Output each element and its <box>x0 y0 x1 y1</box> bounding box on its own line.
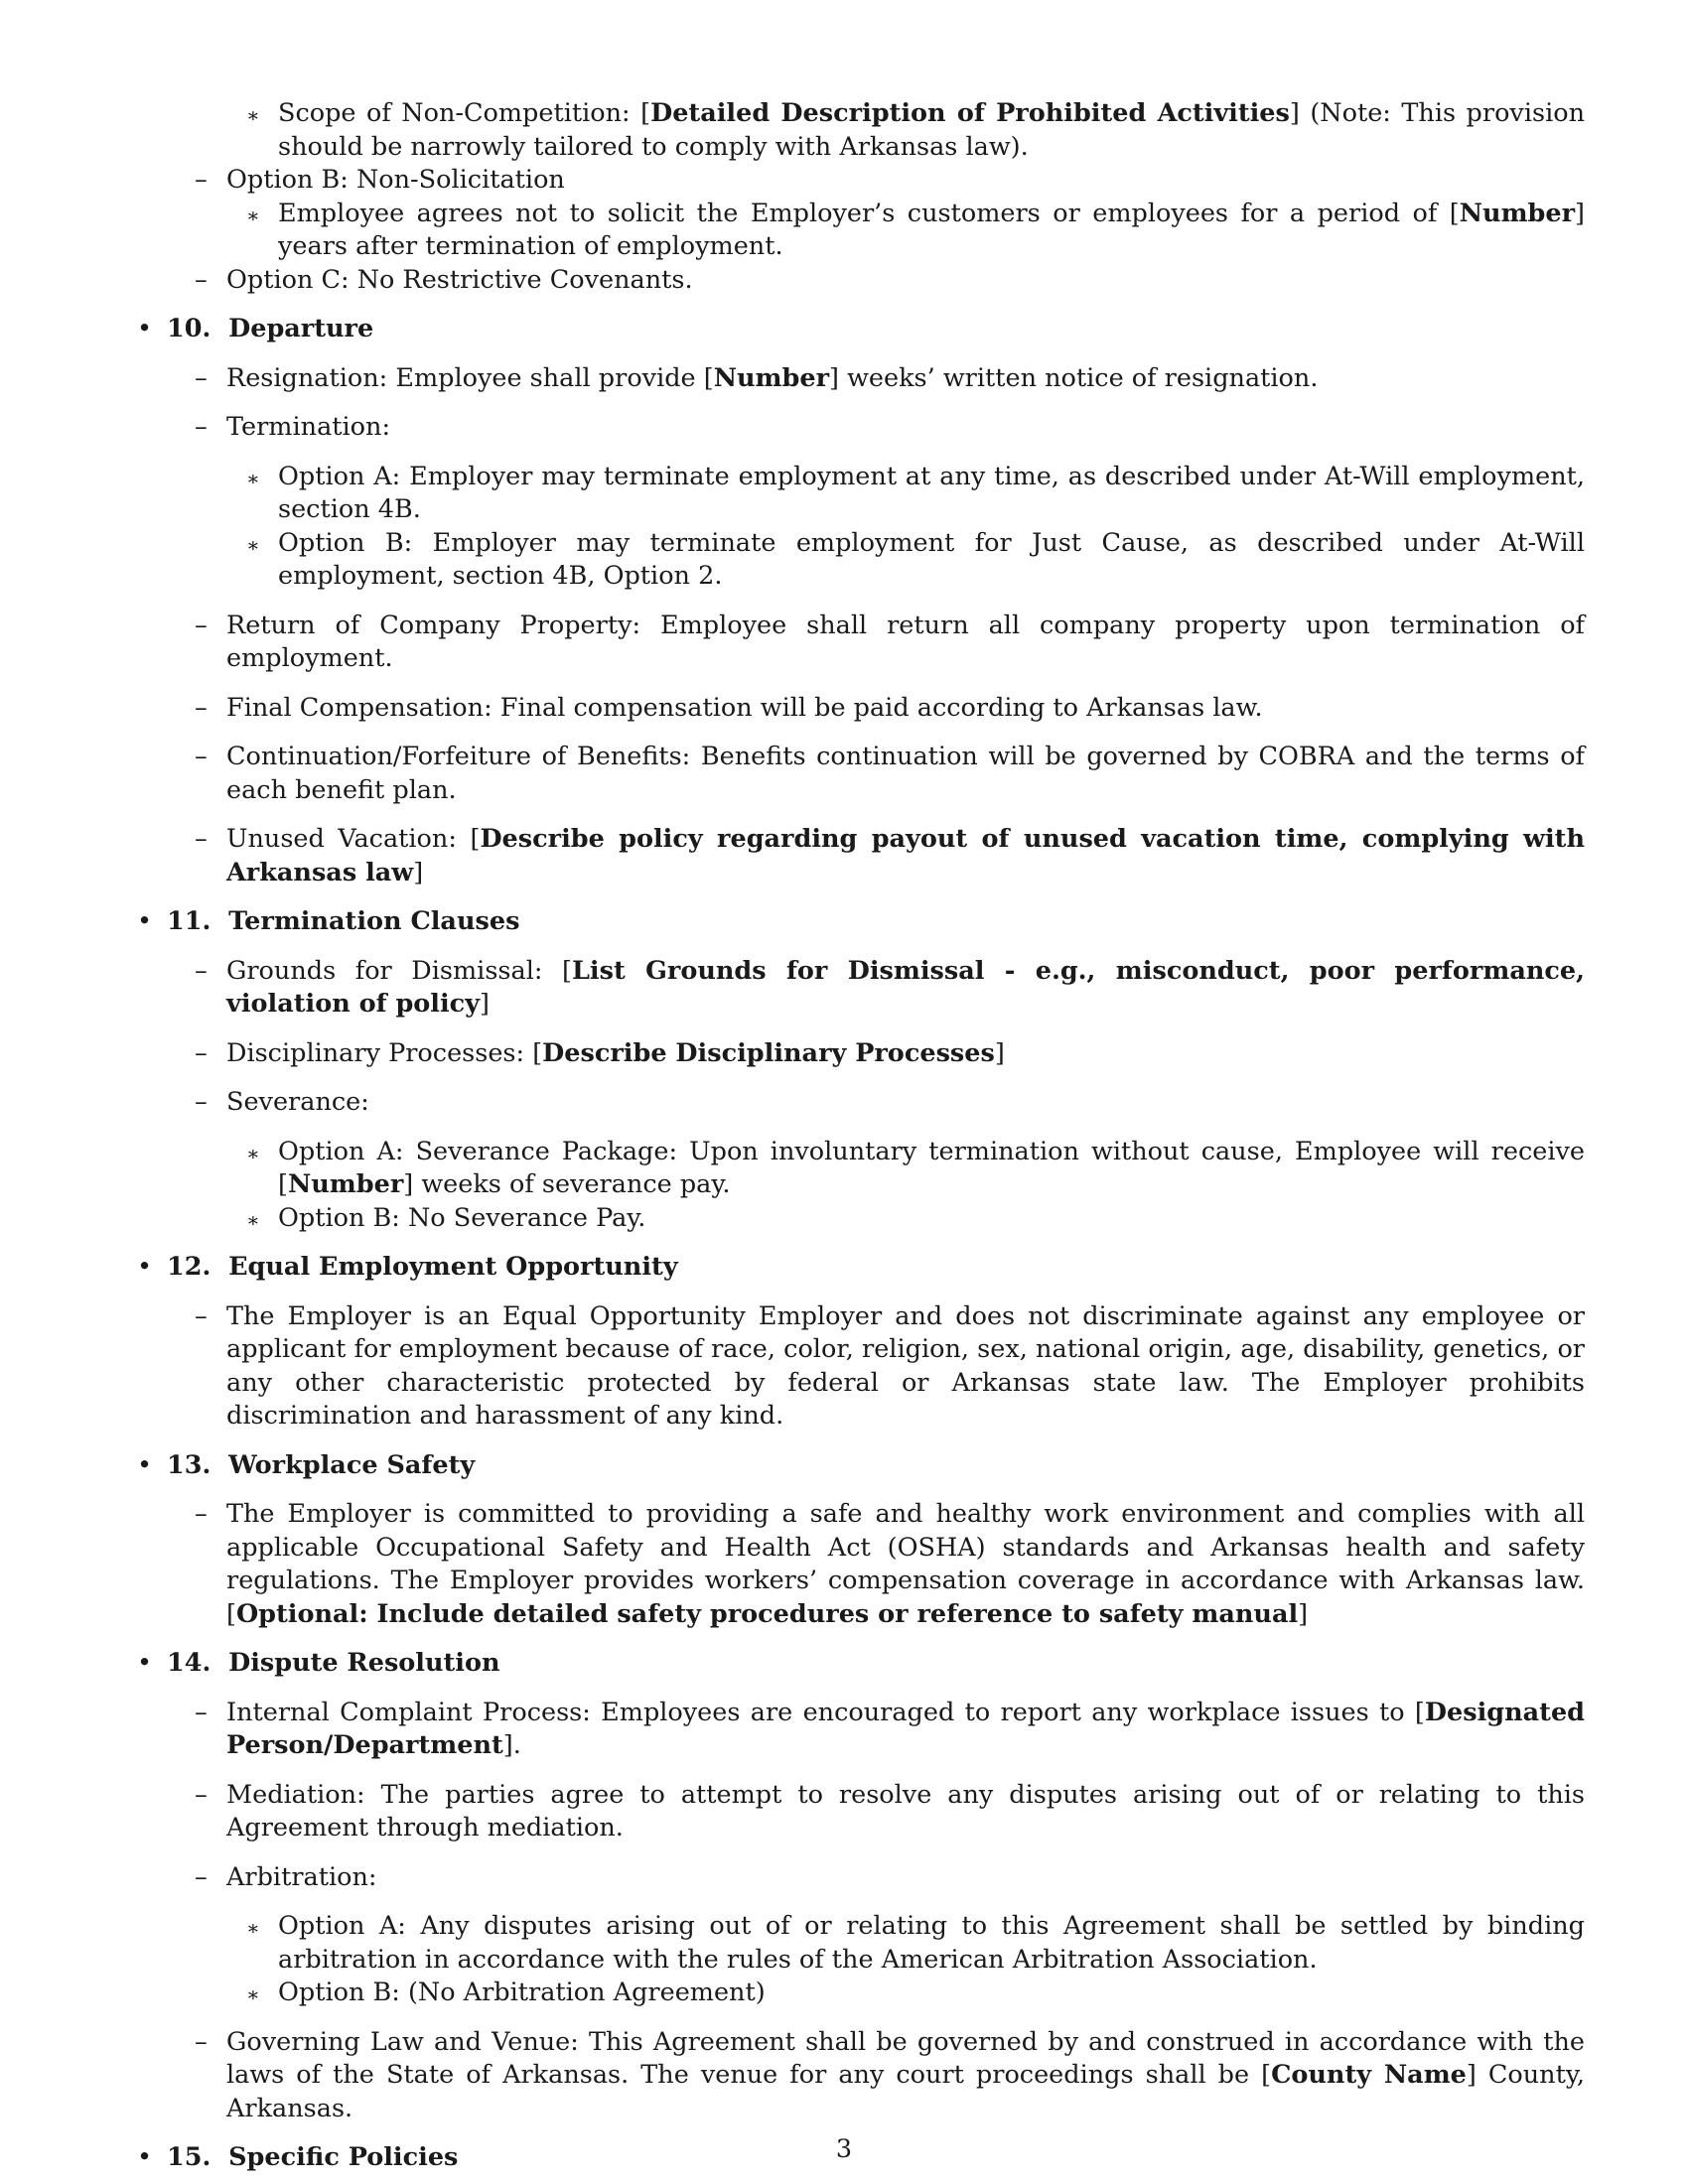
sub-option-item <box>137 1977 1585 2010</box>
body-text: ] weeks’ written notice of resignation. <box>829 362 1319 393</box>
body-text: Unused Vacation: [ <box>226 824 481 854</box>
clause-item <box>137 411 1585 445</box>
section-heading-text: 14. Dispute Resolution <box>167 1648 500 1678</box>
asterisk-bullet-icon: ∗ <box>246 103 260 127</box>
section <box>137 1449 1585 1632</box>
body-text: Option A: Severance Package: Upon involuntary termination without cause, Employee will receive [ <box>278 1136 1585 1199</box>
dash-bullet-icon: – <box>195 1300 208 1331</box>
body-text: ] <box>480 989 490 1019</box>
clause-text <box>226 741 1585 807</box>
sub-option-text <box>278 527 1585 594</box>
clause-item <box>137 1861 1585 1895</box>
placeholder-text: Designated Person/Department <box>226 1697 1585 1760</box>
body-text: Option B: Non-Solicitation <box>226 165 565 195</box>
placeholder-text: Number <box>713 362 830 393</box>
body-text: Arbitration: <box>226 1861 377 1892</box>
bullet-icon: • <box>137 1648 153 1678</box>
sub-option-item <box>137 527 1585 594</box>
clause-text <box>226 1086 1585 1120</box>
body-text: Option A: Employer may terminate employment at any time, as described under At-Will employment, section 4B. <box>278 461 1585 524</box>
asterisk-bullet-icon: ∗ <box>246 1982 260 2006</box>
body-text: Return of Company Property: Employee shall return all company property upon termination of employment. <box>226 610 1585 673</box>
dash-bullet-icon: – <box>195 1499 208 1529</box>
clause-item <box>137 1779 1585 1845</box>
placeholder-text: Number <box>287 1169 404 1199</box>
body-text: Option C: No Restrictive Covenants. <box>226 264 693 295</box>
clause-text <box>226 1779 1585 1845</box>
section-heading-text: 13. Workplace Safety <box>167 1449 476 1480</box>
body-text: ] weeks of severance pay. <box>403 1169 731 1199</box>
body-text: Final Compensation: Final compensation will be paid according to Arkansas law. <box>226 692 1263 723</box>
sub-option-item <box>137 1910 1585 1977</box>
clause-item <box>137 2026 1585 2126</box>
option-item <box>137 264 1585 298</box>
clause-item <box>137 362 1585 396</box>
dash-bullet-icon: – <box>195 1697 208 1727</box>
dash-bullet-icon: – <box>195 692 208 723</box>
body-text: Resignation: Employee shall provide [ <box>226 362 714 393</box>
sub-option-item <box>137 1136 1585 1202</box>
placeholder-text: Optional: Include detailed safety procedures or reference to safety manual <box>235 1598 1299 1629</box>
body-text: Option B: (No Arbitration Agreement) <box>278 1978 766 2007</box>
section-heading-text: 15. Specific Policies <box>167 2142 459 2172</box>
clause-text <box>226 411 1585 445</box>
section-heading <box>137 313 1585 346</box>
clause-item <box>137 1086 1585 1120</box>
option-item <box>137 164 1585 198</box>
sub-option-text <box>278 1910 1585 1977</box>
section-heading-text: 10. Departure <box>167 314 374 343</box>
section-heading <box>137 1251 1585 1285</box>
asterisk-bullet-icon: ∗ <box>246 1141 260 1165</box>
clause-text <box>226 1498 1585 1631</box>
body-text: ] (Note: This provision should be narrowly tailored to comply with Arkansas law). <box>278 98 1585 162</box>
sub-option-list <box>137 1910 1585 2010</box>
clause-item <box>137 610 1585 676</box>
clause-text <box>226 1861 1585 1895</box>
clause-item <box>137 955 1585 1022</box>
bullet-icon: • <box>137 1449 153 1480</box>
section-heading-text: 12. Equal Employment Opportunity <box>167 1252 678 1282</box>
dash-bullet-icon: – <box>195 824 208 854</box>
item-text <box>278 198 1585 264</box>
asterisk-bullet-icon: ∗ <box>246 532 260 557</box>
dash-bullet-icon: – <box>195 1861 208 1892</box>
clause-item <box>137 823 1585 889</box>
clause-text <box>226 610 1585 676</box>
clause-item <box>137 1697 1585 1763</box>
dash-bullet-icon: – <box>195 362 208 393</box>
body-text: The Employer is committed to providing a safe and healthy work environment and complies with all applicable Occupational Safety and Health Act (OSHA) standards and Arkansas health and safety regulations. The Employer provides workers’ compensation coverage in accordance with Arkansas law. [ <box>226 1499 1585 1629</box>
clause-item <box>137 692 1585 726</box>
clause-text <box>226 362 1585 396</box>
body-text: Internal Complaint Process: Employees are encouraged to report any workplace issues to [ <box>226 1697 1425 1727</box>
section-heading <box>137 905 1585 939</box>
clause-text <box>226 1300 1585 1433</box>
document-page <box>137 97 1585 2175</box>
dash-bullet-icon: – <box>195 742 208 771</box>
bullet-icon: • <box>137 314 153 343</box>
sub-option-text <box>278 1977 1585 2010</box>
dash-bullet-icon: – <box>195 1037 208 1068</box>
section-heading <box>137 1449 1585 1483</box>
section <box>137 1647 1585 2125</box>
body-text: Grounds for Dismissal: [ <box>226 955 572 986</box>
body-text: [ <box>640 98 651 128</box>
body-text: ]. <box>502 1730 521 1760</box>
body-text: Employee agrees not to solicit the Employer’s customers or employees for a period of [ <box>278 198 1460 228</box>
body-text: ] years after termination of employment. <box>278 198 1585 261</box>
section-list <box>137 313 1585 2175</box>
clause-text <box>226 2026 1585 2126</box>
page-number: 3 <box>835 2134 853 2164</box>
sub-option-text <box>278 461 1585 527</box>
clause-item <box>137 1300 1585 1433</box>
placeholder-text: List Grounds for Dismissal - e.g., misconduct, poor performance, violation of policy <box>226 955 1586 1019</box>
item-text <box>226 164 1585 198</box>
body-text: Scope of Non-Competition: <box>278 98 641 128</box>
clause-text <box>226 1037 1585 1071</box>
dash-bullet-icon: – <box>195 955 208 986</box>
item-text <box>278 97 1585 164</box>
clause-text <box>226 692 1585 726</box>
clause-item <box>137 1037 1585 1071</box>
body-text: Severance: <box>226 1087 369 1117</box>
clause-text <box>226 823 1585 889</box>
section-heading <box>137 1647 1585 1681</box>
body-text: ] <box>1298 1598 1309 1629</box>
dash-bullet-icon: – <box>195 412 208 442</box>
body-text: Termination: <box>226 412 391 442</box>
clause-text <box>226 955 1585 1022</box>
body-text: ] <box>994 1037 1005 1068</box>
dash-bullet-icon: – <box>195 610 208 640</box>
sub-option-text <box>278 1136 1585 1202</box>
asterisk-bullet-icon: ∗ <box>246 203 260 227</box>
asterisk-bullet-icon: ∗ <box>246 1207 260 1232</box>
item-text <box>226 264 1585 298</box>
sub-option-list <box>137 461 1585 594</box>
clause-item <box>137 741 1585 807</box>
section-heading-text: 11. Termination Clauses <box>167 906 520 936</box>
clause-text <box>226 1697 1585 1763</box>
sub-option-item <box>137 198 1585 264</box>
body-text: Option B: No Severance Pay. <box>278 1202 646 1233</box>
sub-option-item <box>137 97 1585 164</box>
body-text: Mediation: The parties agree to attempt to resolve any disputes arising out of or relating to this Agreement through mediation. <box>226 1779 1585 1843</box>
body-text: Option B: Employer may terminate employment for Just Cause, as described under At-Will employment, section 4B, Option 2. <box>278 527 1585 591</box>
dash-bullet-icon: – <box>195 1779 208 1810</box>
body-text: Governing Law and Venue: This Agreement shall be governed by and construed in accordance with the laws of the State of Arkansas. The venue for any court proceedings shall be [ <box>226 2026 1585 2090</box>
placeholder-text: Number <box>1459 198 1576 228</box>
carryover-list <box>137 97 1585 297</box>
clause-item <box>137 1498 1585 1631</box>
asterisk-bullet-icon: ∗ <box>246 466 260 490</box>
body-text: Option A: Any disputes arising out of or relating to this Agreement shall be settled by binding arbitration in accordance with the rules of the American Arbitration Association. <box>278 1911 1585 1975</box>
bullet-icon: • <box>137 2142 153 2172</box>
sub-option-item <box>137 1202 1585 1236</box>
section <box>137 1251 1585 1433</box>
dash-bullet-icon: – <box>195 165 208 195</box>
placeholder-text: County Name <box>1271 2060 1467 2090</box>
body-text: ] <box>413 857 424 887</box>
body-text: The Employer is an Equal Opportunity Employer and does not discriminate against any employee or applicant for employment because of race, color, religion, sex, national origin, age, disability, genetics, or any other characteristic protected by federal or Arkansas state law. The Employer prohibits discrimination and harassment of any kind. <box>226 1300 1585 1431</box>
body-text: Continuation/Forfeiture of Benefits: Benefits continuation will be governed by COBRA and the terms of each benefit plan. <box>226 742 1585 805</box>
body-text: Disciplinary Processes: [ <box>226 1037 543 1068</box>
sub-option-list <box>137 1136 1585 1236</box>
placeholder-text: Describe Disciplinary Processes <box>542 1037 995 1068</box>
dash-bullet-icon: – <box>195 1087 208 1117</box>
section <box>137 313 1585 889</box>
dash-bullet-icon: – <box>195 264 208 295</box>
section <box>137 905 1585 1235</box>
placeholder-text: Detailed Description of Prohibited Activities <box>650 98 1290 128</box>
placeholder-text: Describe policy regarding payout of unused vacation time, complying with Arkansas law <box>226 824 1585 887</box>
sub-option-text <box>278 1202 1585 1236</box>
bullet-icon: • <box>137 1252 153 1282</box>
sub-option-item <box>137 461 1585 527</box>
bullet-icon: • <box>137 906 153 936</box>
dash-bullet-icon: – <box>195 2026 208 2057</box>
asterisk-bullet-icon: ∗ <box>246 1916 260 1940</box>
body-text: ] County, Arkansas. <box>226 2060 1585 2123</box>
